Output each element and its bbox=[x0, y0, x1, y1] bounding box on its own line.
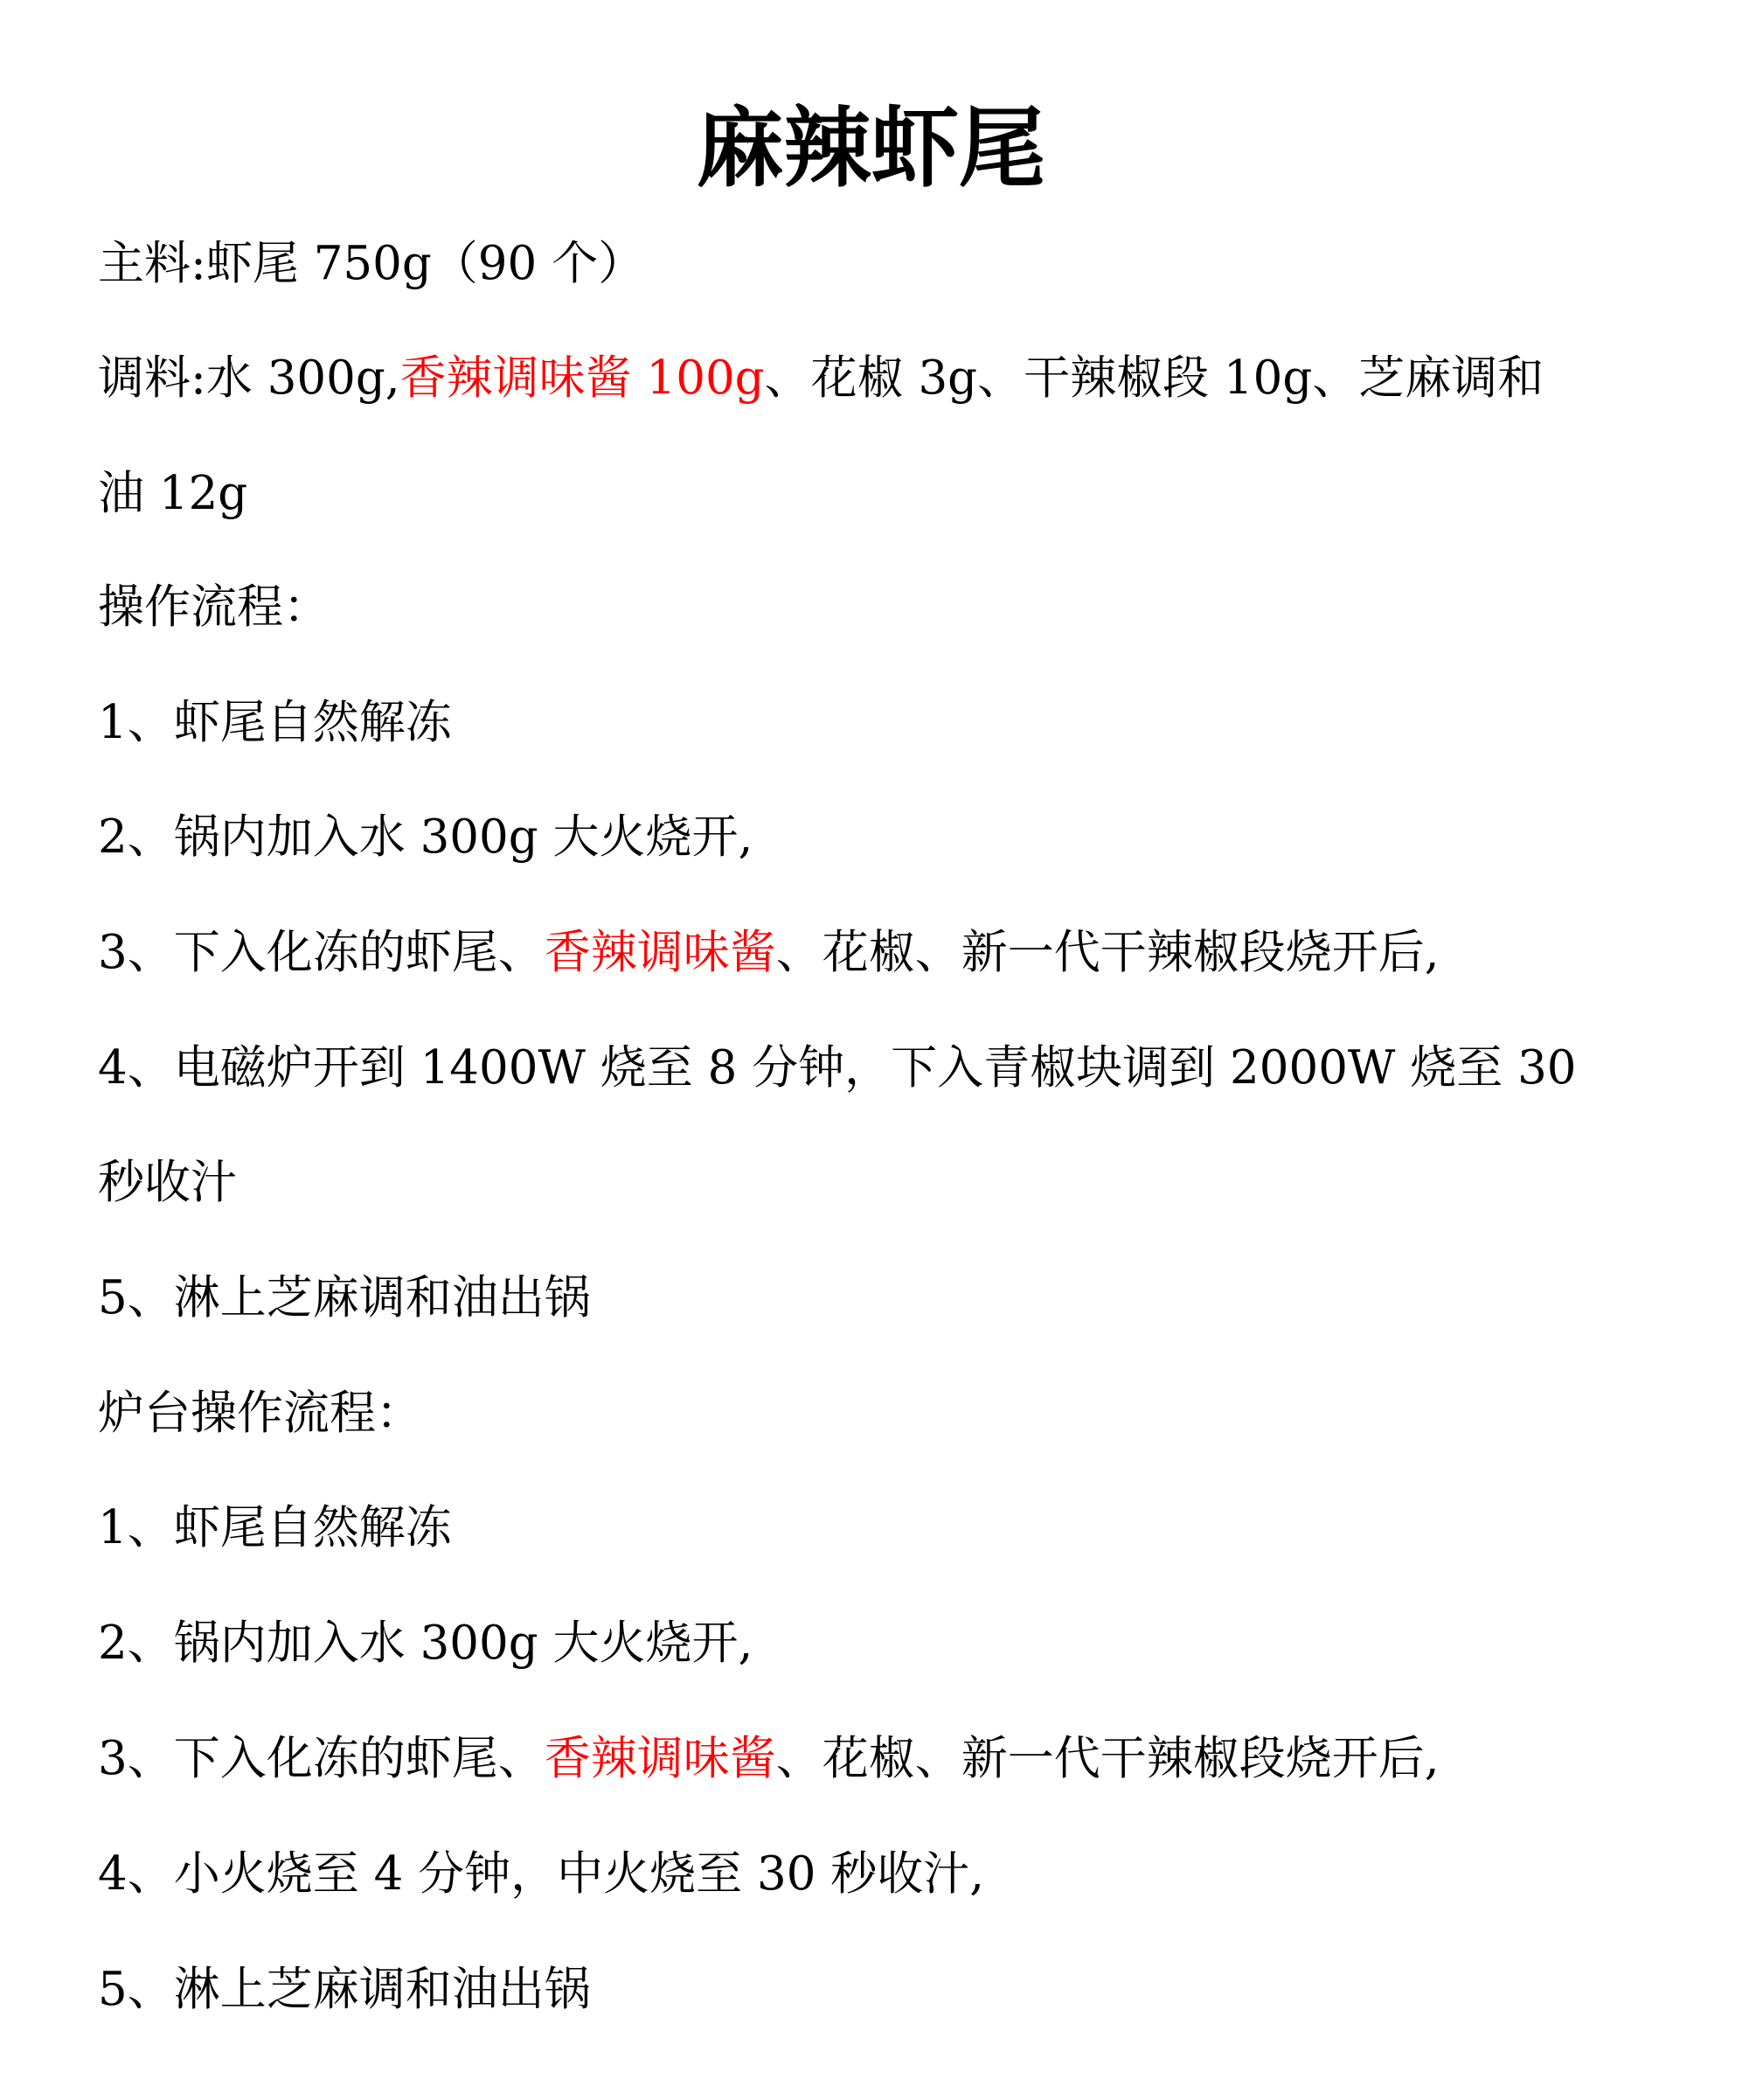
seasoning-line-2: 油 12g bbox=[98, 467, 248, 520]
seasoning-part2: 、花椒 3g、干辣椒段 10g、芝麻调和 bbox=[764, 351, 1544, 405]
recipe-title: 麻辣虾尾 bbox=[696, 97, 1046, 199]
main-ingredient-text: 虾尾 750g（90 个） bbox=[205, 237, 645, 290]
process-heading: 操作流程： bbox=[98, 581, 330, 634]
stove-process-heading: 炉台操作流程： bbox=[98, 1387, 422, 1440]
stove-step-3-pre: 3、下入化冻的虾尾、 bbox=[98, 1732, 545, 1785]
seasoning-label: 调料: bbox=[98, 351, 206, 405]
process-step-3-highlight: 香辣调味酱 bbox=[544, 926, 776, 979]
process-step-2: 2、锅内加入水 300g 大火烧开, bbox=[98, 810, 753, 864]
seasoning-part1: 水 300g, bbox=[205, 351, 400, 405]
stove-step-4: 4、小火烧至 4 分钟，中火烧至 30 秒收汁, bbox=[98, 1847, 985, 1901]
main-ingredient-label: 主料: bbox=[98, 237, 206, 290]
stove-step-5: 5、淋上芝麻调和油出锅 bbox=[98, 1963, 591, 2016]
seasoning-line bbox=[98, 344, 1544, 414]
stove-step-3-highlight: 香辣调味酱 bbox=[544, 1732, 776, 1785]
process-step-4-cont: 秒收汁 bbox=[98, 1156, 237, 1209]
stove-step-2: 2、锅内加入水 300g 大火烧开, bbox=[98, 1617, 753, 1670]
seasoning-highlight: 香辣调味酱 100g bbox=[399, 351, 765, 405]
process-step-4: 4、电磁炉开到 1400W 烧至 8 分钟，下入青椒块调到 2000W 烧至 30 bbox=[98, 1041, 1577, 1095]
process-step-1: 1、虾尾自然解冻 bbox=[98, 696, 452, 749]
process-step-5: 5、淋上芝麻调和油出锅 bbox=[98, 1271, 591, 1325]
process-step-3 bbox=[98, 918, 1440, 988]
main-ingredient-line bbox=[98, 229, 644, 299]
stove-step-1: 1、虾尾自然解冻 bbox=[98, 1501, 452, 1554]
stove-step-3-post: 、花椒、新一代干辣椒段烧开后, bbox=[775, 1732, 1440, 1785]
stove-step-3 bbox=[98, 1724, 1440, 1794]
process-step-3-pre: 3、下入化冻的虾尾、 bbox=[98, 926, 545, 979]
process-step-3-post: 、花椒、新一代干辣椒段烧开后, bbox=[775, 926, 1440, 979]
